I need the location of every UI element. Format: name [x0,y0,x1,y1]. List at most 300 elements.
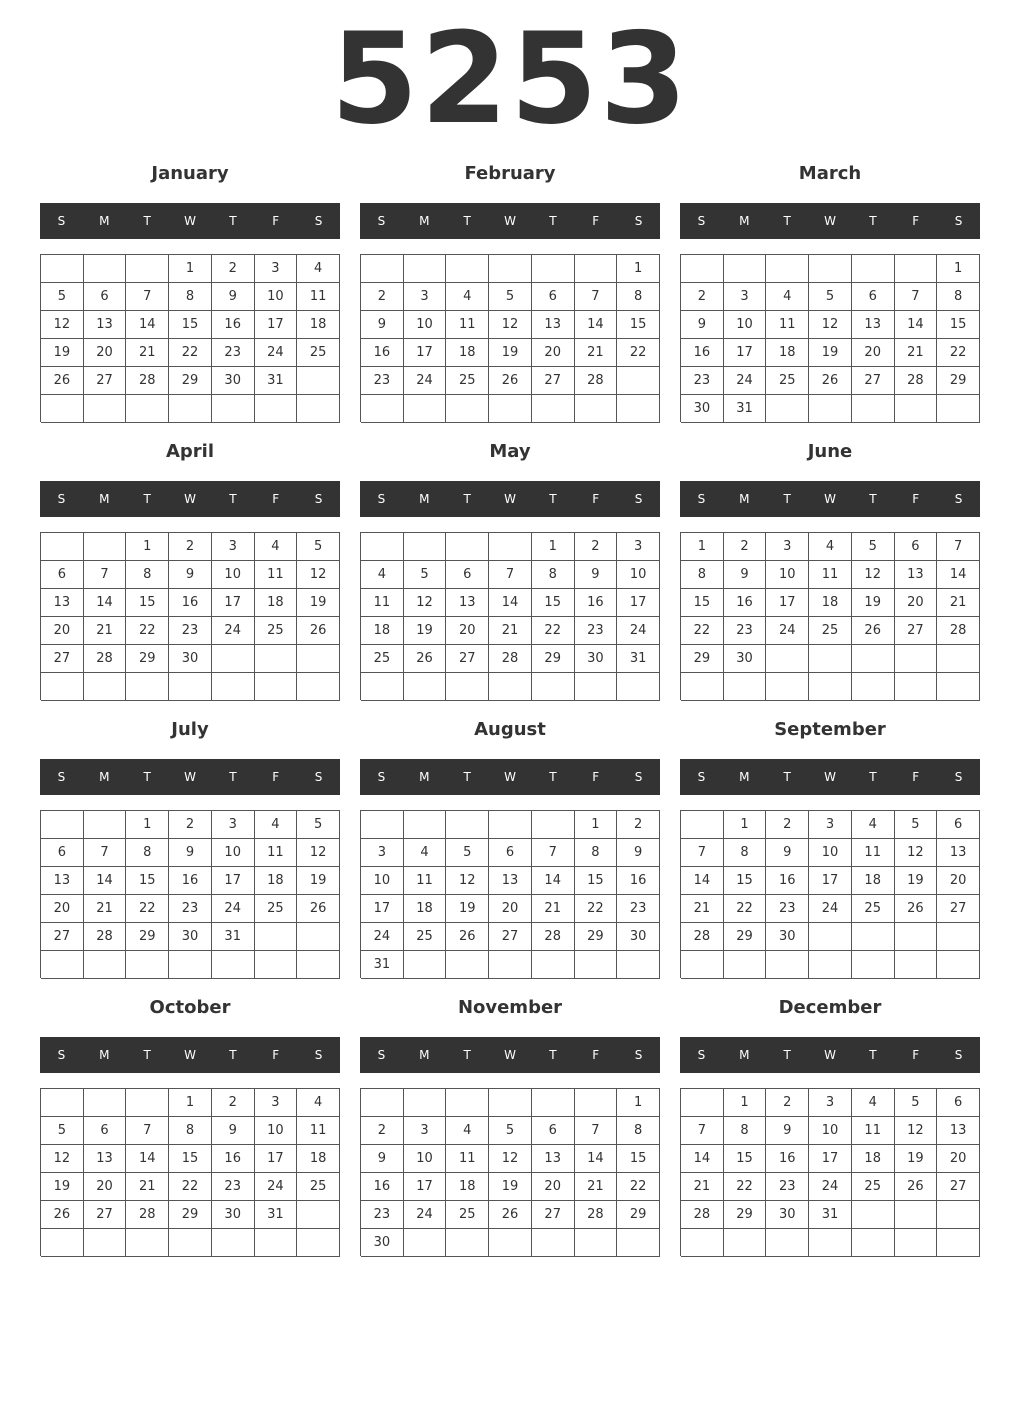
weekday-label: T [869,214,877,228]
empty-day-cell [255,923,298,951]
weekday-label: S [697,770,706,784]
day-cell: 7 [895,283,938,311]
day-cell: 7 [575,283,618,311]
empty-day-cell [255,1229,298,1257]
day-cell: 24 [212,617,255,645]
empty-day-cell [41,533,84,561]
day-cell: 1 [724,811,767,839]
day-cell: 1 [575,811,618,839]
empty-day-cell [361,1089,404,1117]
day-cell: 21 [126,339,169,367]
empty-day-cell [41,673,84,701]
day-cell: 10 [212,561,255,589]
empty-day-cell [84,811,127,839]
weekday-label: S [314,492,323,506]
day-cell: 24 [212,895,255,923]
empty-day-cell [255,395,298,423]
day-cell: 9 [212,1117,255,1145]
day-cell: 23 [169,617,212,645]
day-cell: 13 [532,1145,575,1173]
day-cell: 28 [681,1201,724,1229]
empty-day-cell [41,1089,84,1117]
day-cell: 10 [766,561,809,589]
empty-day-cell [809,255,852,283]
day-cell: 5 [852,533,895,561]
day-cell: 9 [681,311,724,339]
day-cell: 6 [489,839,532,867]
weekday-label: T [143,492,151,506]
weekday-label: F [272,770,280,784]
empty-day-cell [937,1229,980,1257]
day-cell: 2 [361,1117,404,1145]
day-cell: 3 [724,283,767,311]
day-cell: 19 [895,1145,938,1173]
empty-day-cell [617,951,660,979]
weekday-label: S [377,1048,386,1062]
empty-day-cell [212,395,255,423]
day-cell: 23 [766,1173,809,1201]
day-cell: 29 [126,645,169,673]
day-cell: 3 [404,283,447,311]
weekday-label: S [697,492,706,506]
day-cell: 4 [852,1089,895,1117]
day-cell: 31 [724,395,767,423]
weekday-label: T [549,770,557,784]
day-cell: 10 [724,311,767,339]
day-cell: 13 [84,1145,127,1173]
day-cell: 9 [766,839,809,867]
days-grid [680,810,980,978]
day-cell: 6 [41,839,84,867]
weekday-label: W [184,214,196,228]
day-cell: 10 [809,1117,852,1145]
empty-day-cell [41,811,84,839]
day-cell: 18 [297,1145,340,1173]
day-cell: 8 [724,839,767,867]
weekday-label: S [57,492,66,506]
weekday-label: F [912,770,920,784]
month-name: May [489,441,531,462]
day-cell: 4 [446,283,489,311]
day-cell: 13 [41,589,84,617]
empty-day-cell [809,923,852,951]
day-cell: 4 [255,533,298,561]
day-cell: 26 [41,367,84,395]
weekday-label: T [143,1048,151,1062]
weekday-header [360,1037,660,1073]
empty-day-cell [852,951,895,979]
day-cell: 20 [532,339,575,367]
empty-day-cell [895,1229,938,1257]
empty-day-cell [126,673,169,701]
day-cell: 12 [489,1145,532,1173]
day-cell: 14 [84,867,127,895]
weekday-label: T [229,214,237,228]
day-cell: 26 [809,367,852,395]
empty-day-cell [212,951,255,979]
empty-day-cell [895,645,938,673]
weekday-header [680,481,980,517]
day-cell: 31 [617,645,660,673]
day-cell: 30 [361,1229,404,1257]
empty-day-cell [809,645,852,673]
empty-day-cell [617,395,660,423]
day-cell: 5 [297,811,340,839]
empty-day-cell [575,673,618,701]
day-cell: 14 [575,1145,618,1173]
day-cell: 11 [766,311,809,339]
weekday-label: T [143,770,151,784]
day-cell: 2 [575,533,618,561]
day-cell: 21 [84,617,127,645]
day-cell: 1 [617,1089,660,1117]
empty-day-cell [532,673,575,701]
empty-day-cell [126,395,169,423]
empty-day-cell [446,1229,489,1257]
day-cell: 12 [895,1117,938,1145]
weekday-label: M [99,770,110,784]
day-cell: 30 [169,645,212,673]
day-cell: 5 [895,811,938,839]
empty-day-cell [212,645,255,673]
day-cell: 25 [404,923,447,951]
day-cell: 28 [84,645,127,673]
day-cell: 9 [575,561,618,589]
empty-day-cell [361,811,404,839]
empty-day-cell [489,533,532,561]
day-cell: 21 [681,895,724,923]
empty-day-cell [212,1229,255,1257]
day-cell: 2 [724,533,767,561]
day-cell: 24 [809,895,852,923]
day-cell: 22 [937,339,980,367]
day-cell: 10 [361,867,404,895]
day-cell: 19 [852,589,895,617]
day-cell: 17 [404,1173,447,1201]
weekday-label: T [463,214,471,228]
day-cell: 15 [617,311,660,339]
days-grid [40,532,340,700]
day-cell: 16 [766,867,809,895]
empty-day-cell [255,645,298,673]
day-cell: 31 [361,951,404,979]
day-cell: 7 [575,1117,618,1145]
day-cell: 26 [404,645,447,673]
day-cell: 30 [766,923,809,951]
day-cell: 28 [937,617,980,645]
day-cell: 24 [361,923,404,951]
day-cell: 15 [169,1145,212,1173]
day-cell: 14 [575,311,618,339]
day-cell: 12 [852,561,895,589]
day-cell: 4 [852,811,895,839]
day-cell: 18 [404,895,447,923]
empty-day-cell [446,533,489,561]
day-cell: 3 [255,255,298,283]
day-cell: 27 [41,645,84,673]
weekday-label: T [869,1048,877,1062]
empty-day-cell [255,673,298,701]
day-cell: 15 [575,867,618,895]
day-cell: 8 [681,561,724,589]
day-cell: 9 [169,839,212,867]
day-cell: 26 [297,895,340,923]
empty-day-cell [446,1089,489,1117]
weekday-label: S [697,1048,706,1062]
weekday-label: W [824,1048,836,1062]
day-cell: 8 [532,561,575,589]
day-cell: 24 [724,367,767,395]
empty-day-cell [681,811,724,839]
day-cell: 21 [681,1173,724,1201]
day-cell: 17 [617,589,660,617]
day-cell: 30 [169,923,212,951]
day-cell: 17 [809,867,852,895]
day-cell: 31 [255,1201,298,1229]
day-cell: 22 [126,895,169,923]
weekday-label: F [592,1048,600,1062]
day-cell: 26 [489,1201,532,1229]
day-cell: 5 [404,561,447,589]
day-cell: 20 [446,617,489,645]
day-cell: 2 [766,1089,809,1117]
weekday-label: S [57,1048,66,1062]
days-grid [40,1088,340,1256]
day-cell: 8 [617,1117,660,1145]
empty-day-cell [84,1089,127,1117]
weekday-header [360,203,660,239]
days-grid [360,254,660,422]
empty-day-cell [532,255,575,283]
day-cell: 19 [41,339,84,367]
empty-day-cell [361,673,404,701]
day-cell: 2 [766,811,809,839]
day-cell: 4 [297,1089,340,1117]
weekday-label: S [634,492,643,506]
empty-day-cell [895,673,938,701]
day-cell: 9 [212,283,255,311]
day-cell: 9 [361,311,404,339]
day-cell: 24 [766,617,809,645]
empty-day-cell [297,673,340,701]
empty-day-cell [766,255,809,283]
empty-day-cell [489,1229,532,1257]
weekday-label: M [739,492,750,506]
day-cell: 22 [617,1173,660,1201]
day-cell: 20 [937,1145,980,1173]
day-cell: 8 [575,839,618,867]
month-name: April [165,441,215,462]
day-cell: 12 [41,311,84,339]
day-cell: 21 [895,339,938,367]
day-cell: 2 [681,283,724,311]
empty-day-cell [766,951,809,979]
day-cell: 16 [212,1145,255,1173]
empty-day-cell [361,255,404,283]
empty-day-cell [895,395,938,423]
day-cell: 10 [212,839,255,867]
days-grid [680,532,980,700]
empty-day-cell [766,1229,809,1257]
day-cell: 20 [852,339,895,367]
day-cell: 12 [297,839,340,867]
weekday-label: M [419,492,430,506]
empty-day-cell [297,1229,340,1257]
day-cell: 26 [852,617,895,645]
weekday-label: M [99,1048,110,1062]
day-cell: 10 [809,839,852,867]
empty-day-cell [489,1089,532,1117]
day-cell: 14 [681,1145,724,1173]
empty-day-cell [895,1201,938,1229]
day-cell: 15 [724,1145,767,1173]
weekday-label: T [783,492,791,506]
weekday-label: M [419,1048,430,1062]
day-cell: 20 [84,339,127,367]
day-cell: 20 [489,895,532,923]
empty-day-cell [895,951,938,979]
day-cell: 4 [766,283,809,311]
day-cell: 7 [84,561,127,589]
weekday-label: T [229,492,237,506]
empty-day-cell [852,673,895,701]
day-cell: 3 [212,533,255,561]
day-cell: 23 [212,1173,255,1201]
empty-day-cell [809,1229,852,1257]
day-cell: 7 [84,839,127,867]
empty-day-cell [724,951,767,979]
day-cell: 7 [937,533,980,561]
day-cell: 27 [532,1201,575,1229]
day-cell: 13 [489,867,532,895]
month-name: September [774,719,886,740]
day-cell: 4 [446,1117,489,1145]
empty-day-cell [809,395,852,423]
day-cell: 23 [212,339,255,367]
day-cell: 18 [446,339,489,367]
day-cell: 12 [809,311,852,339]
day-cell: 9 [724,561,767,589]
day-cell: 11 [446,1145,489,1173]
empty-day-cell [575,1089,618,1117]
day-cell: 6 [937,811,980,839]
empty-day-cell [937,923,980,951]
weekday-label: W [504,492,516,506]
day-cell: 17 [212,867,255,895]
day-cell: 29 [681,645,724,673]
day-cell: 15 [724,867,767,895]
day-cell: 11 [361,589,404,617]
day-cell: 20 [532,1173,575,1201]
empty-day-cell [84,533,127,561]
day-cell: 27 [937,1173,980,1201]
empty-day-cell [617,367,660,395]
day-cell: 18 [809,589,852,617]
weekday-label: S [697,214,706,228]
empty-day-cell [297,367,340,395]
day-cell: 24 [404,367,447,395]
day-cell: 21 [575,1173,618,1201]
weekday-header [40,1037,340,1073]
day-cell: 24 [255,339,298,367]
day-cell: 2 [212,255,255,283]
day-cell: 6 [84,1117,127,1145]
empty-day-cell [617,673,660,701]
day-cell: 17 [724,339,767,367]
day-cell: 28 [532,923,575,951]
day-cell: 17 [212,589,255,617]
day-cell: 29 [575,923,618,951]
day-cell: 23 [681,367,724,395]
day-cell: 5 [895,1089,938,1117]
day-cell: 7 [489,561,532,589]
day-cell: 27 [895,617,938,645]
day-cell: 16 [724,589,767,617]
weekday-label: S [377,492,386,506]
day-cell: 22 [126,617,169,645]
empty-day-cell [852,255,895,283]
month-name: March [798,163,862,184]
empty-day-cell [681,1089,724,1117]
weekday-label: W [504,1048,516,1062]
day-cell: 30 [724,645,767,673]
day-cell: 26 [41,1201,84,1229]
day-cell: 5 [41,283,84,311]
day-cell: 11 [255,839,298,867]
day-cell: 2 [212,1089,255,1117]
empty-day-cell [766,673,809,701]
empty-day-cell [404,1229,447,1257]
day-cell: 10 [404,1145,447,1173]
day-cell: 31 [255,367,298,395]
empty-day-cell [489,395,532,423]
empty-day-cell [575,395,618,423]
empty-day-cell [809,673,852,701]
day-cell: 25 [297,339,340,367]
day-cell: 3 [361,839,404,867]
empty-day-cell [575,1229,618,1257]
day-cell: 11 [852,839,895,867]
weekday-label: W [504,770,516,784]
day-cell: 19 [297,867,340,895]
month-name: December [778,997,882,1018]
day-cell: 23 [617,895,660,923]
weekday-label: F [272,214,280,228]
empty-day-cell [446,951,489,979]
weekday-label: F [912,214,920,228]
weekday-label: T [229,1048,237,1062]
day-cell: 21 [489,617,532,645]
day-cell: 20 [895,589,938,617]
day-cell: 8 [937,283,980,311]
day-cell: 3 [809,811,852,839]
weekday-label: S [954,1048,963,1062]
day-cell: 17 [404,339,447,367]
empty-day-cell [169,951,212,979]
empty-day-cell [766,395,809,423]
weekday-label: S [314,770,323,784]
empty-day-cell [361,395,404,423]
days-grid [680,1088,980,1256]
empty-day-cell [937,951,980,979]
day-cell: 7 [126,1117,169,1145]
day-cell: 3 [766,533,809,561]
empty-day-cell [41,395,84,423]
weekday-label: F [592,492,600,506]
weekday-label: W [824,492,836,506]
weekday-header [680,203,980,239]
empty-day-cell [404,673,447,701]
